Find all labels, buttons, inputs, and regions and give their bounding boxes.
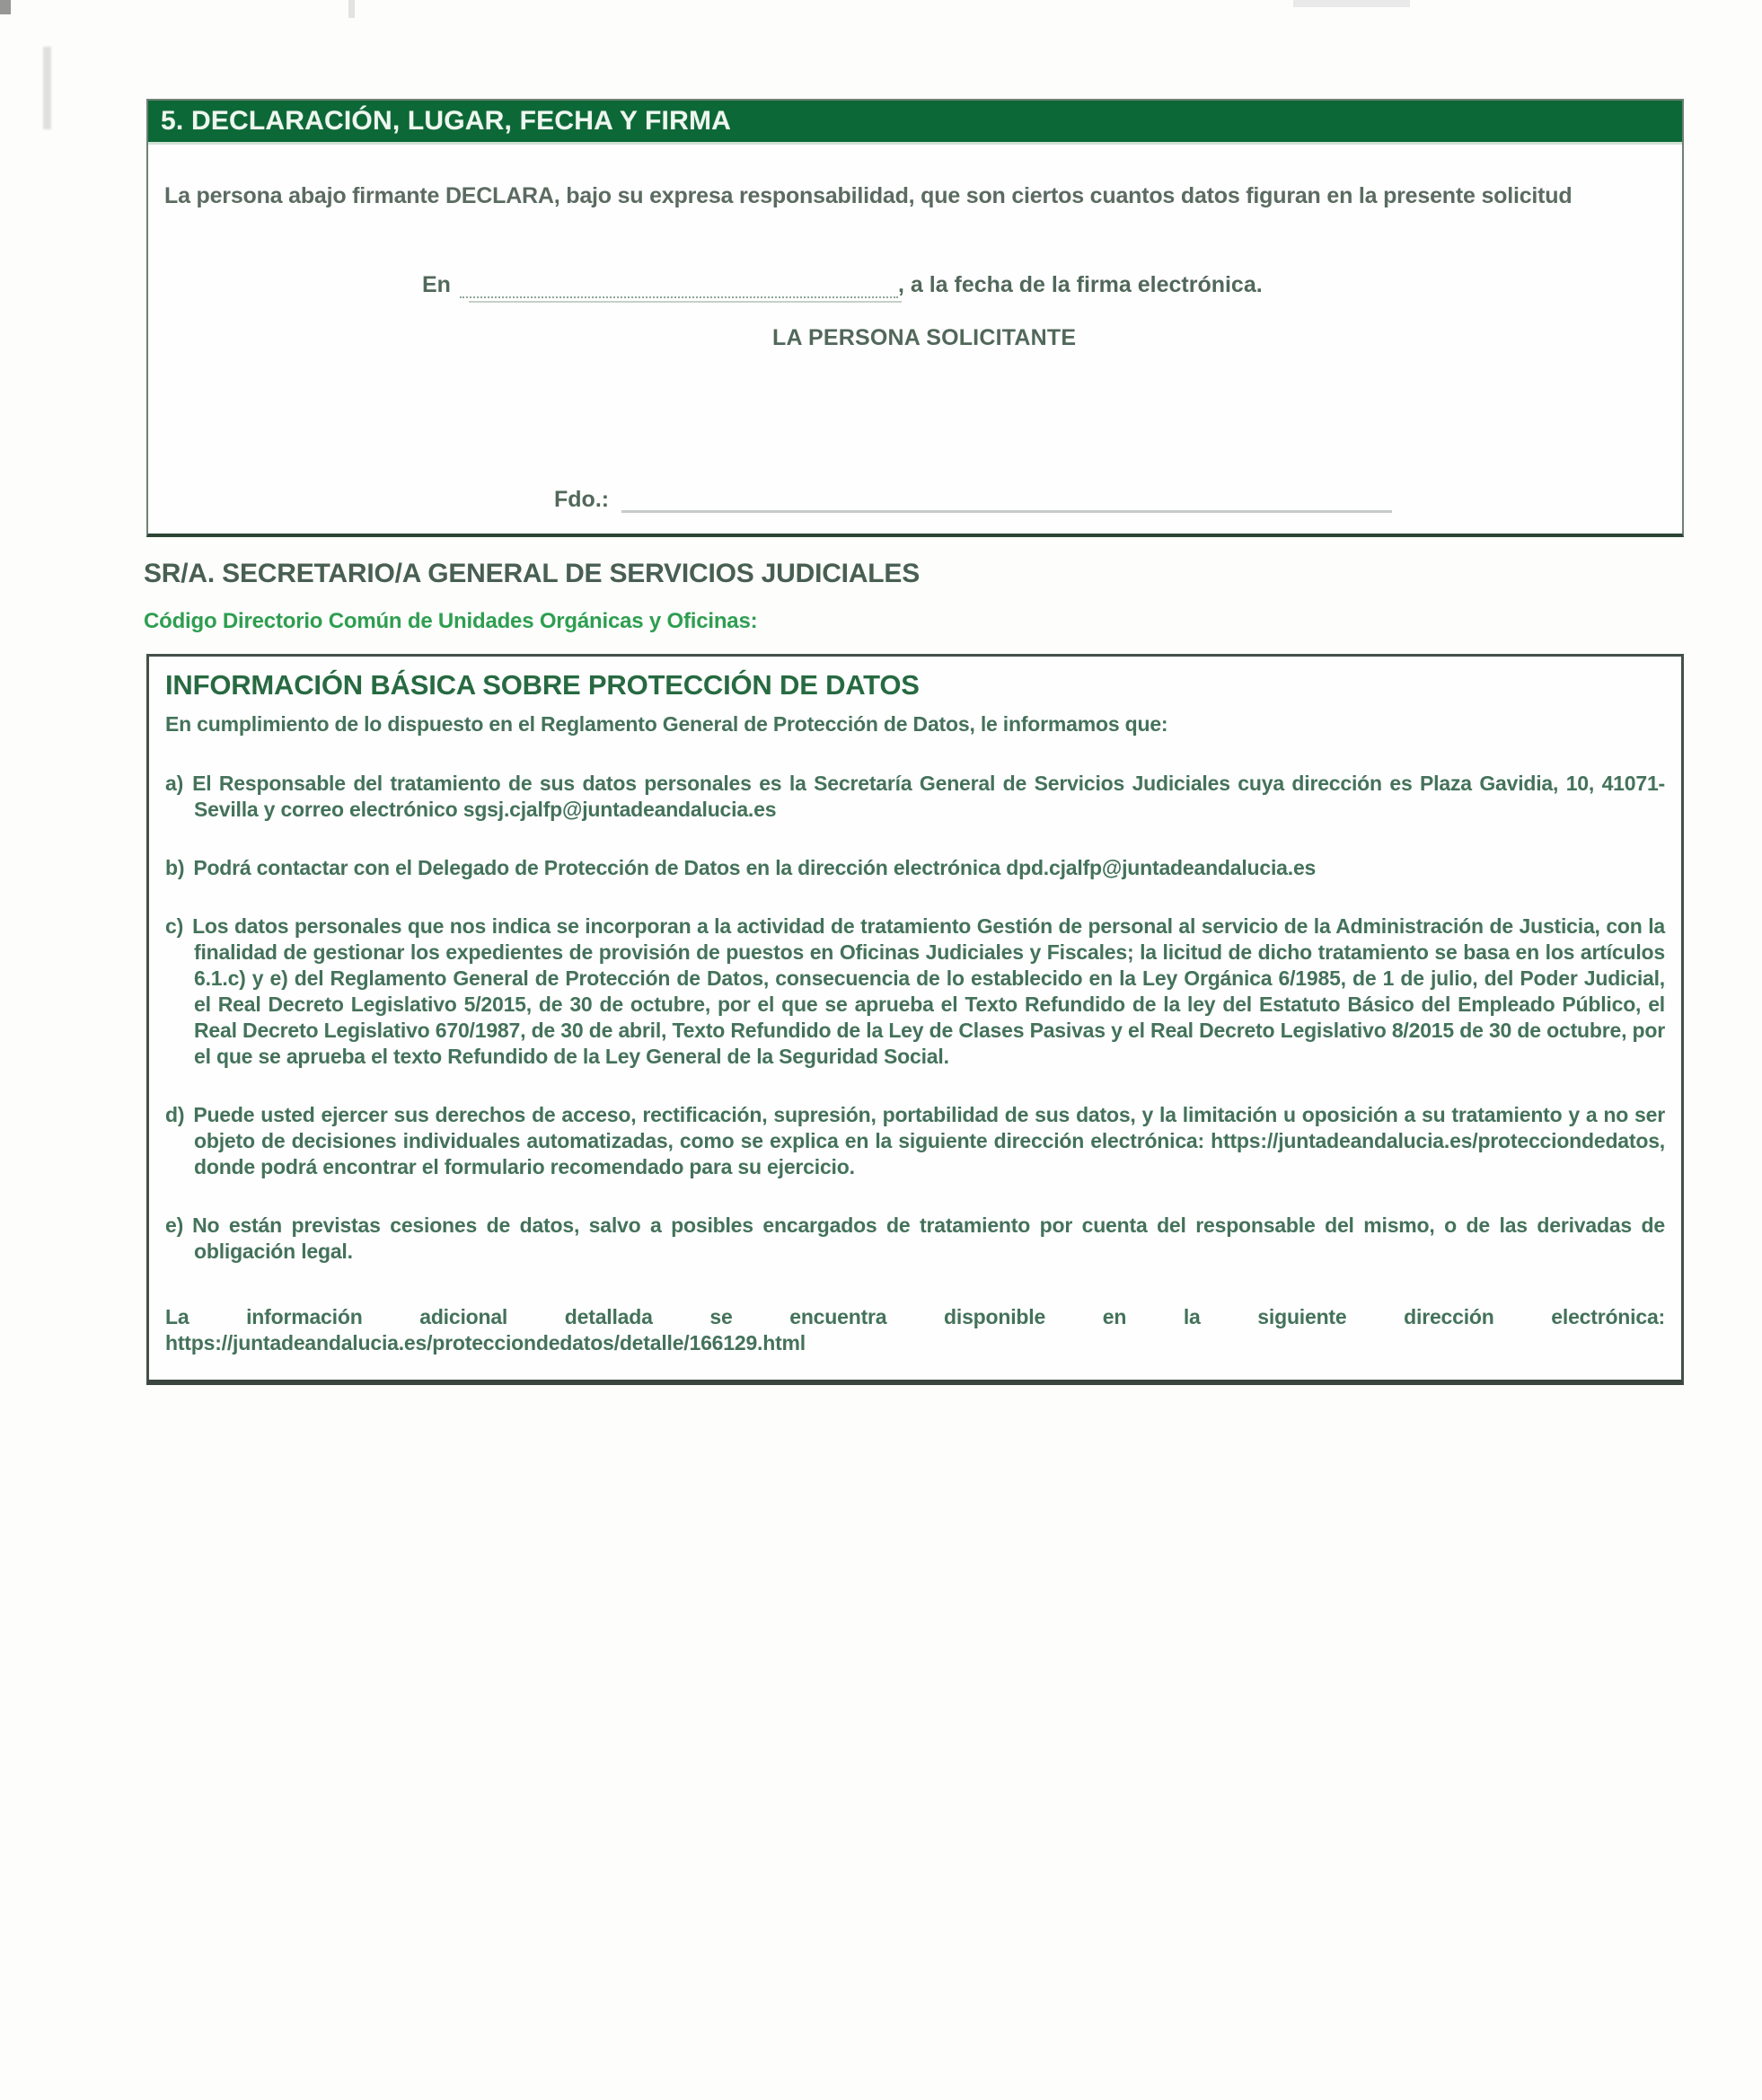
data-protection-box [146, 654, 1684, 1385]
item-text: Podrá contactar con el Delegado de Protección de Datos en la dirección electrónica dpd.cjalfp@juntadeandalucia.es [193, 856, 1317, 879]
item-label: c) [165, 914, 184, 938]
item-text: Los datos personales que nos indica se incorporan a la actividad de tratamiento Gestión de personal al servicio de la Administración de Justicia, con la finalidad de gestionar los expedientes de provisión de puestos en Oficinas Judiciales y Fiscales; la licitud de dicho tratamiento se basa en los artículos 6.1.c) y e) del Reglamento General de Protección de Datos, consecuencia de lo establecido en la Ley Orgánica 6/1985, de 1 de julio, del Poder Judicial, el Real Decreto Legislativo 5/2015, de 30 de octubre, por el que se aprueba el Texto Refundido de la ley del Estatuto Básico del Empleado Público, el Real Decreto Legislativo 670/1987, de 30 de abril, Texto Refundido de la Ley de Clases Pasivas y el Real Decreto Legislativo 8/2015 de 30 de octubre, por el que se aprueba el texto Refundido de la Ley General de la Seguridad Social. [192, 914, 1665, 1068]
dir3-code-label: Código Directorio Común de Unidades Orgánicas y Oficinas: [144, 609, 758, 633]
section-title-bar [148, 101, 1682, 145]
section-title: 5. DECLARACIÓN, LUGAR, FECHA Y FIRMA [161, 106, 732, 136]
signature-row [554, 483, 1392, 513]
item-text: El Responsable del tratamiento de sus datos personales es la Secretaría General de Servicios Judiciales cuya dirección es Plaza Gavidia, 10, 41071-Sevilla y correo electrónico sgsj.cjalfp@juntadeandalucia.es [192, 772, 1665, 821]
item-label: d) [165, 1103, 185, 1126]
data-protection-title: INFORMACIÓN BÁSICA SOBRE PROTECCIÓN DE DATOS [165, 669, 920, 701]
data-protection-item-c [165, 913, 1665, 1070]
data-protection-item-a [165, 771, 1665, 823]
scan-artifact [348, 0, 355, 18]
item-text: No están previstas cesiones de datos, salvo a posibles encargados de tratamiento por cuenta del responsable del mismo, o de las derivadas de obligación legal. [192, 1213, 1665, 1263]
declaration-section-box [146, 99, 1684, 537]
data-protection-item-b [165, 855, 1665, 881]
scan-artifact [1293, 0, 1410, 7]
data-protection-footer: La información adicional detallada se encuentra disponible en la siguiente dirección electrónica: https://juntadeandalucia.es/protecciondedatos/detalle/166129.html [165, 1305, 1665, 1354]
date-text: , a la fecha de la firma electrónica. [897, 272, 1263, 297]
item-text: Puede usted ejercer sus derechos de acceso, rectificación, supresión, portabilidad de sus datos, y la limitación u oposición a su tratamiento y a no ser objeto de decisiones individuales automatizadas, como se explica en la siguiente dirección electrónica: https://juntadeandalucia.es/protecciondedatos, donde podrá encontrar el formulario recomendado para su ejercicio. [193, 1103, 1665, 1178]
item-label: e) [165, 1213, 184, 1237]
data-protection-item-d [165, 1102, 1665, 1180]
place-date-row [422, 269, 1263, 298]
signature-label: Fdo.: [554, 487, 610, 512]
declaration-text: La persona abajo firmante DECLARA, bajo su expresa responsabilidad, que son ciertos cuantos datos figuran en la presente solicitud [164, 183, 1573, 208]
applicant-label: LA PERSONA SOLICITANTE [772, 325, 1077, 350]
scan-artifact [0, 0, 11, 14]
place-input-line[interactable] [460, 269, 898, 298]
item-label: b) [165, 856, 185, 879]
addressee-title: SR/A. SECRETARIO/A GENERAL DE SERVICIOS JUDICIALES [144, 559, 921, 588]
place-label: En [422, 272, 451, 297]
signature-input-line[interactable] [621, 483, 1392, 513]
data-protection-item-e [165, 1213, 1665, 1265]
item-label: a) [165, 772, 184, 795]
scan-artifact [43, 47, 51, 129]
data-protection-intro: En cumplimiento de lo dispuesto en el Reglamento General de Protección de Datos, le informamos que: [165, 712, 1168, 736]
